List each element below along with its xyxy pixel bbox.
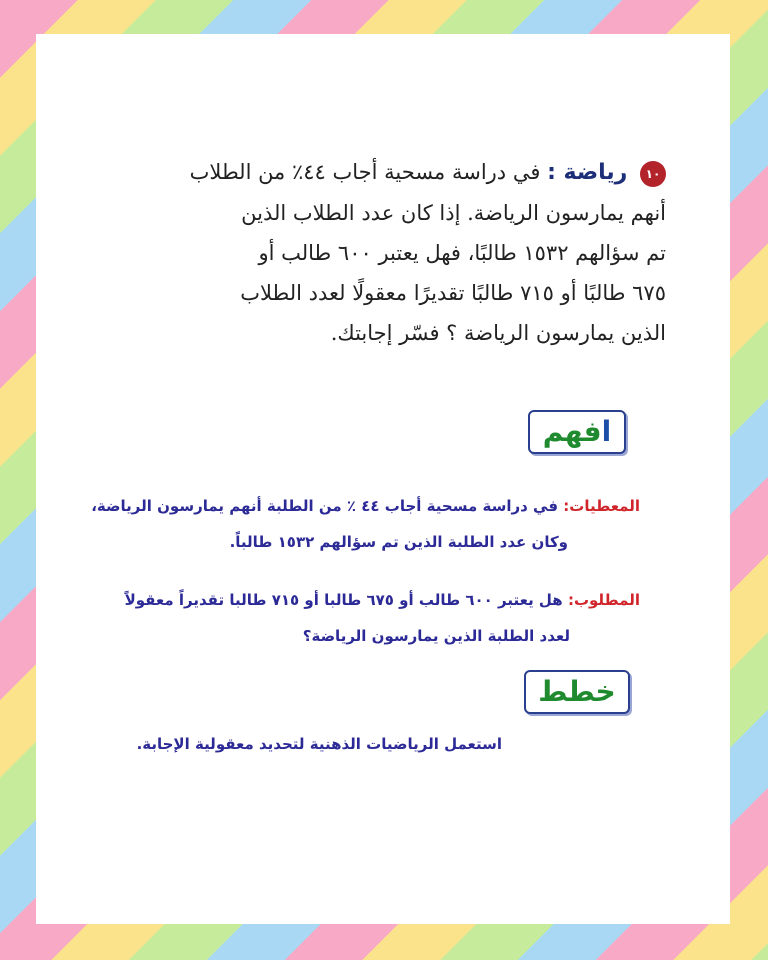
givens-section — [60, 488, 640, 560]
givens-line-1 — [60, 488, 640, 524]
problem-line-2: أنهم يمارسون الرياضة. إذا كان عدد الطلاب الذين — [241, 201, 666, 225]
strategy-text: استعمل الرياضيات الذهنية لتحديد معقولية الإجابة. — [136, 735, 502, 753]
problem-line-3: تم سؤالهم ١٥٣٢ طالبًا، فهل يعتبر ٦٠٠ طالب أو — [258, 241, 666, 265]
problem-statement — [146, 152, 666, 353]
givens-line-2: وكان عدد الطلبة الذين تم سؤالهم ١٥٣٢ طالباً. — [229, 533, 568, 551]
required-section — [60, 582, 640, 654]
required-text-1: هل يعتبر ٦٠٠ طالب أو ٦٧٥ طالبا أو ٧١٥ طالبا تقديراً معقولاً — [124, 591, 563, 609]
required-line-2: لعدد الطلبة الذين يمارسون الرياضة؟ — [302, 627, 570, 645]
problem-topic: رياضة : — [547, 160, 628, 185]
problem-text: في دراسة مسحية أجاب ٤٤٪ من الطلاب — [189, 160, 541, 184]
worksheet-page — [36, 34, 730, 924]
problem-line-4: ٦٧٥ طالبًا أو ٧١٥ طالبًا تقديرًا معقولًا لعدد الطلاب — [240, 281, 666, 305]
understand-heading-part-a: ا — [601, 415, 612, 448]
understand-heading — [528, 410, 626, 454]
givens-text-1: في دراسة مسحية أجاب ٤٤ ٪ من الطلبة أنهم يمارسون الرياضة، — [91, 497, 559, 515]
required-label: المطلوب: — [567, 591, 640, 609]
required-line-1 — [60, 582, 640, 618]
problem-number-badge: ١٠ — [640, 161, 666, 187]
understand-heading-part-b: فهم — [542, 415, 602, 448]
plan-heading: خطط — [524, 670, 630, 714]
givens-label: المعطيات: — [563, 497, 640, 515]
problem-line-5: الذين يمارسون الرياضة ؟ فسّر إجابتك. — [330, 321, 666, 345]
problem-line-1 — [146, 152, 666, 193]
